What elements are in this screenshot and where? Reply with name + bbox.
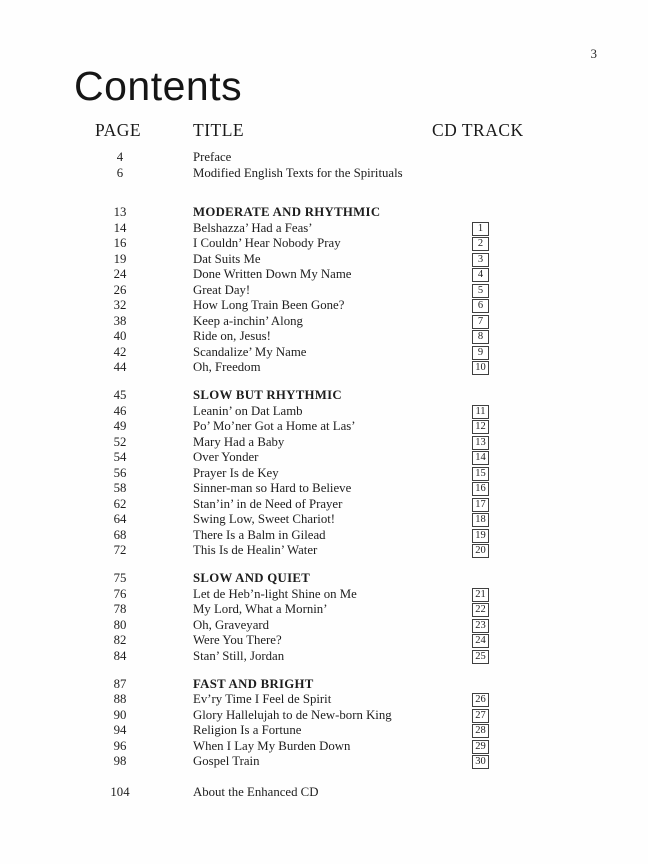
track-cell	[472, 528, 648, 544]
toc-entry-row	[95, 450, 648, 466]
page-number-cell: 52	[113, 434, 127, 449]
track-cell	[472, 708, 648, 724]
page-number-cell: 4	[116, 150, 124, 164]
title-cell: About the Enhanced CD	[193, 785, 319, 799]
cd-track-badge: 15	[472, 467, 489, 481]
page-number-cell: 13	[113, 205, 127, 219]
toc-entry-row	[95, 602, 648, 618]
cd-track-badge: 29	[472, 740, 489, 754]
cd-track-badge: 22	[472, 603, 489, 617]
page-number-cell: 14	[113, 220, 127, 235]
page-number-cell: 49	[113, 419, 127, 433]
toc-entry-row	[95, 404, 648, 420]
title-cell: Mary Had a Baby	[193, 434, 285, 449]
toc-entry-row	[95, 314, 648, 330]
page-number-cell: 87	[113, 676, 127, 691]
title-cell: FAST AND BRIGHT	[193, 676, 314, 691]
title-cell: Stan’in’ in de Need of Prayer	[193, 496, 343, 511]
title-cell: Preface	[193, 150, 232, 164]
track-cell	[472, 512, 648, 528]
title-cell: When I Lay My Burden Down	[193, 738, 351, 753]
title-cell: Scandalize’ My Name	[193, 344, 307, 359]
cd-track-badge: 16	[472, 482, 489, 496]
title-cell: Let de Heb’n-light Shine on Me	[193, 586, 357, 601]
track-cell	[472, 497, 648, 513]
page-number-cell: 88	[113, 692, 127, 706]
toc-entry-row	[95, 150, 648, 166]
page-number-cell: 84	[113, 648, 127, 663]
track-cell	[472, 329, 648, 345]
toc-entry-row	[95, 267, 648, 283]
title-cell: Sinner-man so Hard to Believe	[193, 481, 352, 495]
toc-entry-row	[95, 166, 648, 182]
toc-entry-row	[95, 528, 648, 544]
title-cell: Dat Suits Me	[193, 251, 261, 266]
track-cell	[472, 739, 648, 755]
title-cell: Prayer Is de Key	[193, 465, 279, 480]
cd-track-badge: 17	[472, 498, 489, 512]
title-cell: Po’ Mo’ner Got a Home at Las’	[193, 419, 356, 433]
cd-track-badge: 4	[472, 268, 489, 282]
title-cell: Oh, Freedom	[193, 360, 261, 374]
page-number-cell: 98	[113, 754, 127, 768]
page-number: 3	[590, 46, 597, 61]
title-cell: Great Day!	[193, 282, 251, 297]
toc-entry-row	[95, 435, 648, 451]
toc-group	[0, 150, 648, 181]
page-number-cell: 42	[113, 344, 127, 359]
cd-track-badge: 6	[472, 299, 489, 313]
toc-group	[0, 785, 648, 801]
page-number-cell: 56	[113, 465, 127, 480]
cd-track-badge: 1	[472, 222, 489, 236]
page-number-cell: 78	[113, 602, 127, 616]
cd-track-badge: 10	[472, 361, 489, 375]
toc-entry-row	[95, 587, 648, 603]
toc-section	[0, 205, 648, 376]
track-cell	[472, 618, 648, 634]
title-cell: Over Yonder	[193, 450, 259, 464]
toc-entry-row	[95, 754, 648, 770]
title-cell: Ride on, Jesus!	[193, 329, 271, 343]
title-cell: Were You There?	[193, 633, 282, 647]
toc-entry-row	[95, 298, 648, 314]
title-cell: Oh, Graveyard	[193, 617, 270, 632]
cd-track-badge: 12	[472, 420, 489, 434]
table-of-contents	[0, 150, 648, 801]
cd-track-badge: 23	[472, 619, 489, 633]
cd-track-badge: 24	[472, 634, 489, 648]
column-header-title: TITLE	[193, 120, 245, 140]
toc-entry-row	[95, 708, 648, 724]
cd-track-badge: 2	[472, 237, 489, 251]
track-cell	[472, 633, 648, 649]
page-number-cell: 19	[113, 251, 127, 266]
section-heading-row	[95, 388, 648, 404]
cd-track-badge: 5	[472, 284, 489, 298]
toc-entry-row	[95, 466, 648, 482]
track-cell	[472, 298, 648, 314]
track-cell	[472, 283, 648, 299]
title-cell: SLOW BUT RHYTHMIC	[193, 388, 342, 402]
toc-section	[0, 571, 648, 664]
cd-track-badge: 14	[472, 451, 489, 465]
toc-entry-row	[95, 252, 648, 268]
page-number-cell: 96	[113, 738, 127, 753]
track-cell	[472, 435, 648, 451]
toc-entry-row	[95, 236, 648, 252]
track-cell	[472, 345, 648, 361]
track-cell	[472, 221, 648, 237]
cd-track-badge: 21	[472, 588, 489, 602]
toc-entry-row	[95, 497, 648, 513]
page-number-cell: 54	[113, 450, 127, 464]
title-cell: MODERATE AND RHYTHMIC	[193, 205, 381, 219]
toc-entry-row	[95, 283, 648, 299]
cd-track-badge: 7	[472, 315, 489, 329]
title-cell: Leanin’ on Dat Lamb	[193, 403, 303, 418]
track-cell	[472, 602, 648, 618]
title-cell: Gospel Train	[193, 754, 260, 768]
page-number-cell: 75	[113, 571, 127, 585]
column-header-page: PAGE	[95, 120, 142, 140]
cd-track-badge: 26	[472, 693, 489, 707]
toc-entry-row	[95, 785, 648, 801]
toc-entry-row	[95, 649, 648, 665]
page-number-cell: 24	[113, 267, 127, 281]
page-number-cell: 80	[113, 617, 127, 632]
title-cell: Swing Low, Sweet Chariot!	[193, 512, 336, 526]
page-number-cell: 104	[110, 785, 130, 799]
title-cell: SLOW AND QUIET	[193, 571, 311, 585]
page-number-cell: 82	[113, 633, 127, 647]
cd-track-badge: 30	[472, 755, 489, 769]
track-cell	[472, 649, 648, 665]
page-number-cell: 90	[113, 707, 127, 722]
toc-entry-row	[95, 481, 648, 497]
toc-entry-row	[95, 692, 648, 708]
page-number-cell: 45	[113, 388, 127, 402]
section-heading-row	[95, 571, 648, 587]
cd-track-badge: 27	[472, 709, 489, 723]
title-cell: I Couldn’ Hear Nobody Pray	[193, 236, 341, 250]
page-number-cell: 72	[113, 543, 127, 557]
title-cell: Keep a-inchin’ Along	[193, 313, 303, 328]
page-number-cell: 68	[113, 527, 127, 542]
page-number-cell: 26	[113, 282, 127, 297]
page-number-cell: 44	[113, 360, 127, 374]
toc-entry-row	[95, 723, 648, 739]
page-number-cell: 58	[113, 481, 127, 495]
title-cell: Glory Hallelujah to de New-born King	[193, 707, 392, 722]
page-number-cell: 16	[113, 236, 127, 250]
track-cell	[472, 404, 648, 420]
page-number-cell: 62	[113, 496, 127, 511]
column-header-cd-track: CD TRACK	[432, 120, 524, 140]
section-heading-row	[95, 677, 648, 693]
cd-track-badge: 18	[472, 513, 489, 527]
toc-entry-row	[95, 329, 648, 345]
page-number-cell: 32	[113, 298, 127, 312]
title-cell: My Lord, What a Mornin’	[193, 602, 328, 616]
cd-track-badge: 28	[472, 724, 489, 738]
track-cell	[472, 267, 648, 283]
toc-section	[0, 677, 648, 770]
page-number-cell: 64	[113, 512, 127, 526]
toc-entry-row	[95, 633, 648, 649]
cd-track-badge: 8	[472, 330, 489, 344]
track-cell	[472, 723, 648, 739]
page-number-cell: 40	[113, 329, 127, 343]
track-cell	[472, 360, 648, 376]
track-cell	[472, 252, 648, 268]
cd-track-badge: 19	[472, 529, 489, 543]
title-cell: Done Written Down My Name	[193, 267, 352, 281]
cd-track-badge: 9	[472, 346, 489, 360]
title-cell: How Long Train Been Gone?	[193, 298, 345, 312]
toc-entry-row	[95, 345, 648, 361]
track-cell	[472, 314, 648, 330]
cd-track-badge: 13	[472, 436, 489, 450]
toc-entry-row	[95, 221, 648, 237]
toc-entry-row	[95, 419, 648, 435]
column-headers	[0, 120, 648, 142]
cd-track-badge: 20	[472, 544, 489, 558]
toc-entry-row	[95, 360, 648, 376]
cd-track-badge: 25	[472, 650, 489, 664]
title-cell: Religion Is a Fortune	[193, 723, 302, 737]
toc-entry-row	[95, 739, 648, 755]
track-cell	[472, 587, 648, 603]
cd-track-badge: 3	[472, 253, 489, 267]
toc-section	[0, 388, 648, 559]
toc-entry-row	[95, 543, 648, 559]
track-cell	[472, 692, 648, 708]
title-cell: There Is a Balm in Gilead	[193, 527, 326, 542]
section-heading-row	[95, 205, 648, 221]
title-cell: Stan’ Still, Jordan	[193, 648, 285, 663]
toc-entry-row	[95, 618, 648, 634]
page-number-cell: 76	[113, 586, 127, 601]
track-cell	[472, 236, 648, 252]
track-cell	[472, 450, 648, 466]
page-number-cell: 38	[113, 313, 127, 328]
toc-entry-row	[95, 512, 648, 528]
track-cell	[472, 543, 648, 559]
page-title: Contents	[74, 63, 243, 109]
page-number-cell: 6	[116, 165, 124, 180]
cd-track-badge: 11	[472, 405, 489, 419]
track-cell	[472, 754, 648, 770]
title-cell: Ev’ry Time I Feel de Spirit	[193, 692, 332, 706]
title-cell: Belshazza’ Had a Feas’	[193, 220, 313, 235]
track-cell	[472, 466, 648, 482]
title-cell: This Is de Healin’ Water	[193, 543, 318, 557]
track-cell	[472, 481, 648, 497]
page-number-cell: 94	[113, 723, 127, 737]
title-cell: Modified English Texts for the Spirituals	[193, 165, 403, 180]
track-cell	[472, 419, 648, 435]
page-number-cell: 46	[113, 403, 127, 418]
